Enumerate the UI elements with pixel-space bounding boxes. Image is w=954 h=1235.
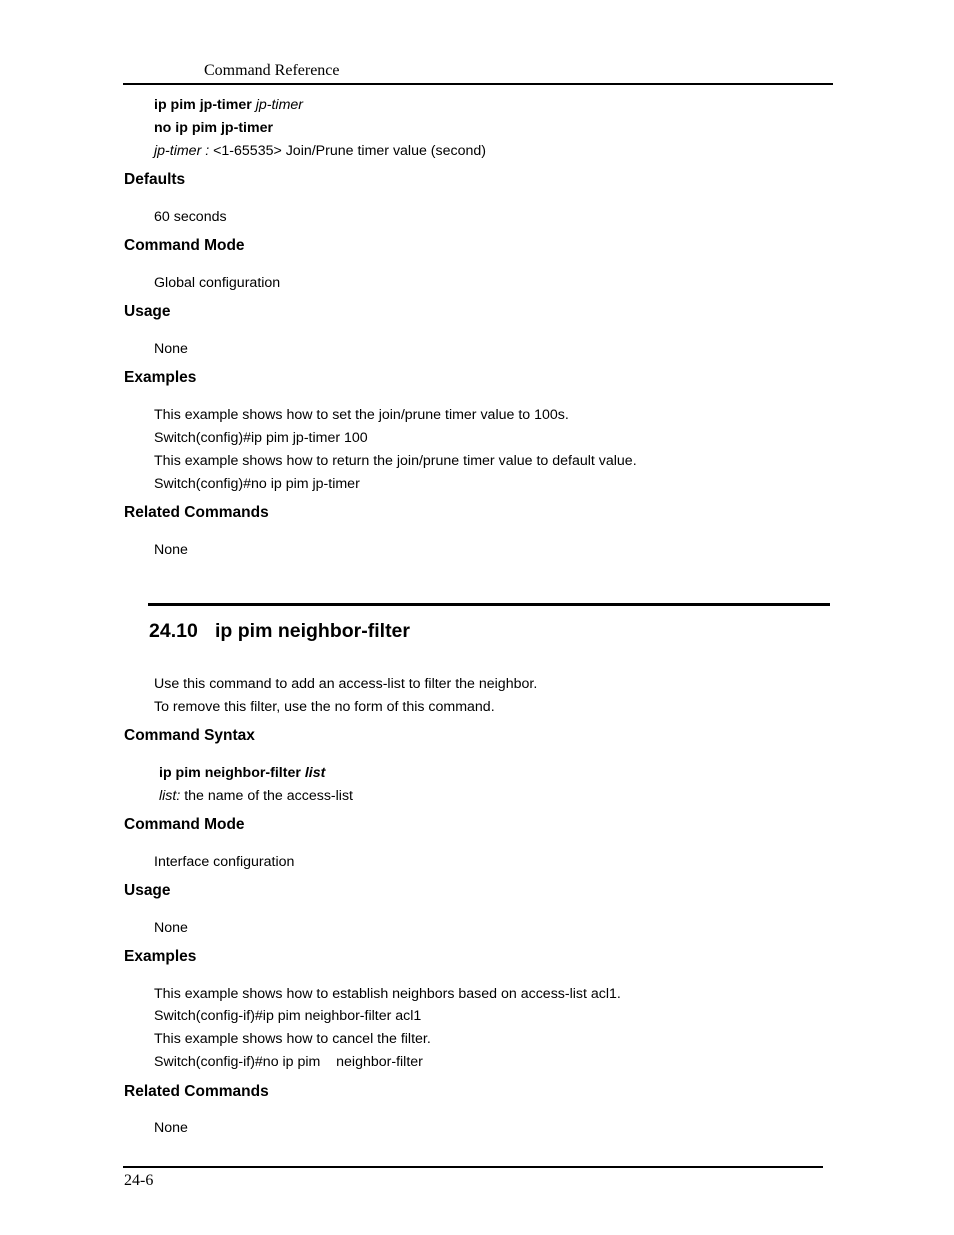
example-line: Switch(config-if)#ip pim neighbor-filter acl1 xyxy=(154,1008,422,1024)
defaults-text: 60 seconds xyxy=(154,209,227,225)
example-line: This example shows how to set the join/prune timer value to 100s. xyxy=(154,407,569,423)
syntax-command: ip pim jp-timer xyxy=(154,97,252,113)
parameter-text: the name of the access-list xyxy=(180,788,353,804)
example-line: This example shows how to establish neighbors based on access-list acl1. xyxy=(154,986,621,1002)
related-commands-text: None xyxy=(154,1120,188,1136)
usage-heading: Usage xyxy=(124,882,171,899)
section-title xyxy=(149,620,410,643)
command-syntax-heading: Command Syntax xyxy=(124,727,255,744)
intro-line: To remove this filter, use the no form of this command. xyxy=(154,699,495,715)
command-mode-text: Interface configuration xyxy=(154,854,295,870)
example-line: This example shows how to return the join/prune timer value to default value. xyxy=(154,453,637,469)
parameter-description xyxy=(154,143,486,159)
section-number: 24.10 xyxy=(149,620,198,642)
section-name: ip pim neighbor-filter xyxy=(215,620,410,642)
running-header-title: Command Reference xyxy=(204,62,340,79)
syntax-parameter: list xyxy=(304,765,326,781)
header-rule xyxy=(123,83,833,85)
parameter-name: list: xyxy=(159,788,181,804)
related-commands-text: None xyxy=(154,542,188,558)
syntax-command: ip pim neighbor-filter xyxy=(159,765,301,781)
no-form-syntax: no ip pim jp-timer xyxy=(154,120,274,136)
parameter-description xyxy=(159,788,353,804)
defaults-heading: Defaults xyxy=(124,171,186,188)
usage-heading: Usage xyxy=(124,303,171,320)
syntax-line-jp-timer xyxy=(154,97,303,113)
example-line: Switch(config)#ip pim jp-timer 100 xyxy=(154,430,368,446)
example-line: Switch(config)#no ip pim jp-timer xyxy=(154,476,360,492)
examples-heading: Examples xyxy=(124,948,197,965)
footer-rule xyxy=(123,1166,823,1168)
section-rule xyxy=(148,603,830,606)
page-number: 24-6 xyxy=(124,1172,154,1189)
syntax-parameter: jp-timer xyxy=(255,97,303,113)
example-line: This example shows how to cancel the filter. xyxy=(154,1031,431,1047)
syntax-line-neighbor-filter xyxy=(159,765,325,781)
parameter-text: <1-65535> Join/Prune timer value (second) xyxy=(209,143,487,159)
intro-line: Use this command to add an access-list to filter the neighbor. xyxy=(154,676,538,692)
usage-text: None xyxy=(154,920,188,936)
related-commands-heading: Related Commands xyxy=(124,504,269,521)
command-mode-text: Global configuration xyxy=(154,275,281,291)
command-mode-heading: Command Mode xyxy=(124,816,245,833)
example-line: Switch(config-if)#no ip pim neighbor-filter xyxy=(154,1054,423,1070)
command-mode-heading: Command Mode xyxy=(124,237,245,254)
related-commands-heading: Related Commands xyxy=(124,1083,269,1100)
examples-heading: Examples xyxy=(124,369,197,386)
parameter-name: jp-timer : xyxy=(154,143,210,159)
usage-text: None xyxy=(154,341,188,357)
